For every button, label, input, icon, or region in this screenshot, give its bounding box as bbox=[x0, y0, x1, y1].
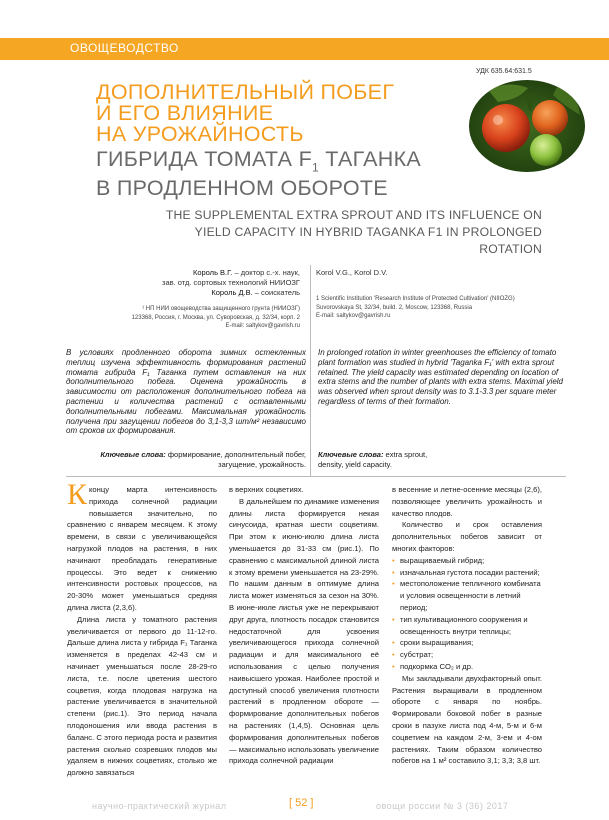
list-item: • подкормка CO₂ и др. bbox=[392, 661, 542, 673]
footer-journal: научно-практический журнал bbox=[92, 801, 227, 811]
section-divider bbox=[66, 476, 566, 477]
title-en-line: YIELD CAPACITY IN HYBRID TAGANKA F1 IN PROLONGED ROTATION bbox=[194, 225, 542, 256]
title-en-line: THE SUPPLEMENTAL EXTRA SPROUT AND ITS INFLUENCE ON bbox=[165, 208, 542, 222]
title-line: ДОПОЛНИТЕЛЬНЫЙ ПОБЕГ bbox=[96, 80, 395, 104]
footer-issue: овощи россии № 3 (36) 2017 bbox=[376, 801, 509, 811]
keywords-ru: Ключевые слова: формирование, дополнительный побег, загущение, урожайность. bbox=[100, 450, 306, 469]
list-item: • изначальная густота посадки растений; bbox=[392, 567, 542, 579]
rubric-label: ОВОЩЕВОДСТВО bbox=[70, 41, 179, 55]
udk-code: УДК 635.64:631.5 bbox=[476, 68, 532, 75]
title-line: НА УРОЖАЙНОСТЬ bbox=[96, 122, 304, 146]
column-divider bbox=[310, 265, 311, 477]
list-item: • тип культивационного сооружения и освещенность внутри теплицы; bbox=[392, 614, 542, 638]
drop-cap: К bbox=[67, 478, 88, 511]
page-number: [ 52 ] bbox=[289, 797, 314, 809]
author-name: Король В.Г. bbox=[192, 268, 233, 277]
tomato-photo bbox=[468, 80, 586, 172]
rubric-bar bbox=[0, 38, 609, 60]
authors-en: Korol V.G., Korol D.V. 1 Scientific Institution 'Research Institute of Protected Cultivation' (NIIOZG) Suvorovskaya St, 32/34, build. 2, Moscow, 123368, Russia E-mail: saltykov@gavrish.ru bbox=[316, 268, 515, 319]
authors-ru: Король В.Г. – доктор с.-х. наук, зав. отд. сортовых технологий НИИОЗГ Король Д.В. – соискатель ¹ НП НИИ овощеводства защищенного грунта (НИИОЗГ) 123368, Россия, г. Москва, ул. Суворовская, д. 32/34, корп. 2 E-mail: saltykov@gavrish.ru bbox=[131, 268, 300, 329]
keywords-en: Ключевые слова: extra sprout, density, yield capacity. bbox=[318, 450, 428, 469]
body-column-2: в верхних соцветиях. В дальнейшем по динамике изменения длины листа формируется некая синусоида, кратная шести соцветиям. При этом к июню-июлю длина листа уменьшается до 31-33 см (рис.1). По сравнению с максимальной длиной листа к этому времени уменьшается на 23-29%. По нашим данным в оптимуме длина листа может изменяться за сезон на 30%. В июне-июле листья уже не перекрывают друг друга, плотность посадок становится недостаточной для усвоения увеличивающегося прихода солнечной радиации и для максимального её использования с целью получения наивысшего урожая. Наиболее простой и доступный способ увеличения плотности растений в продленном обороте — формирование дополнительных побегов на растениях (1,4,5). Основная цель формирования дополнительных побегов — максимально использовать увеличение прихода солнечной радиации bbox=[229, 485, 379, 766]
title-line: И ЕГО ВЛИЯНИЕ bbox=[96, 101, 274, 125]
title-ru-orange bbox=[96, 82, 476, 145]
abstract-en: In prolonged rotation in winter greenhouses the efficiency of tomato plant formation was studied in hybrid 'Taganka F₁' with extra sprout retained. The yield capacity was estimated depending on location of extra stems and the number of plants with extra stems. Maximal yield was observed when sprout density was to 3.1-3.3 per square meter regardless of terms of their formation. bbox=[318, 348, 563, 406]
list-item: • сроки выращивания; bbox=[392, 637, 542, 649]
body-column-3: в весенние и летне-осенние месяцы (2,6), позволяющее увеличить урожайность и качество плодов. Количество и срок оставления дополнительных побегов зависит от многих факторов: • выращиваемый гибрид; • изначальная густота посадки растений; • местоположение тепличного комбината и условия освещенности в летний период; • тип культивационного сооружения и освещенность внутри теплицы; • сроки выращивания; • субстрат; • подкормка CO₂ и др. Мы закладывали двухфакторный опыт. Растения выращивали в продленном обороте с января по ноябрь. Формировали боковой побег в разные сроки в пазухе листа под 4-м, 5-м и 6-м соцветием на каждом 2-м, 3-ем и 4-ом растениях. Таким образом количество побегов на 1 м² составило 3,1; 3,3; 3,8 шт. bbox=[392, 484, 542, 767]
title-line: В ПРОДЛЕННОМ ОБОРОТЕ bbox=[96, 176, 388, 201]
title-line: ГИБРИДА ТОМАТА $F_1$ ТАГАНКА bbox=[96, 147, 422, 175]
author-name: Король Д.В. bbox=[211, 288, 253, 297]
factor-list bbox=[392, 555, 542, 673]
title-ru-gray bbox=[96, 149, 476, 199]
abstract-ru: В условиях продленного оборота зимних остекленных теплиц изучена эффективность формирования растений томата гибрида F₁ Таганка путем оставления на них дополнительного побега. Оценена урожайность в зависимости от расположения дополнительного побега на растении и количества растений с оставленными дополнительными побегами. Максимальная урожайность получена при загущении побегов до 3,1-3,3 шт/м² независимо от сроков их формирования. bbox=[66, 348, 306, 436]
title-en bbox=[150, 207, 542, 258]
list-item: • местоположение тепличного комбината и условия освещенности в летний период; bbox=[392, 578, 542, 613]
list-item: • выращиваемый гибрид; bbox=[392, 555, 542, 567]
list-item: • субстрат; bbox=[392, 649, 542, 661]
body-column-1: Кконцу марта интенсивность прихода солнечной радиации повышается значительно, по сравнению с январем месяцем. К этому времени, в связи с увеличивающейся нагрузкой плодов на растения, в них начинают преобладать генеративные процессы. Это ведет к снижению интенсивности ростовых процессов, на 20-30% может уменьшаться средняя длина листа (2,3,6). Длина листа у томатного растения увеличивается от первого до 11-12-го. Дальше длина листа у гибрида F₁ Таганка изменяется в пределах 42-43 см и начинает уменьшаться после 28-29-го листа, т.е. после цветения шестого соцветия, когда плодовая нагрузка на растение увеличивается в значительной степени (рис.1). Это период начала плодоношения или ввода растения в баланс. С этого периода роста и развития растения сколько созревших плодов мы удаляем в нижних соцветиях, столько же должно завязаться bbox=[67, 478, 217, 778]
